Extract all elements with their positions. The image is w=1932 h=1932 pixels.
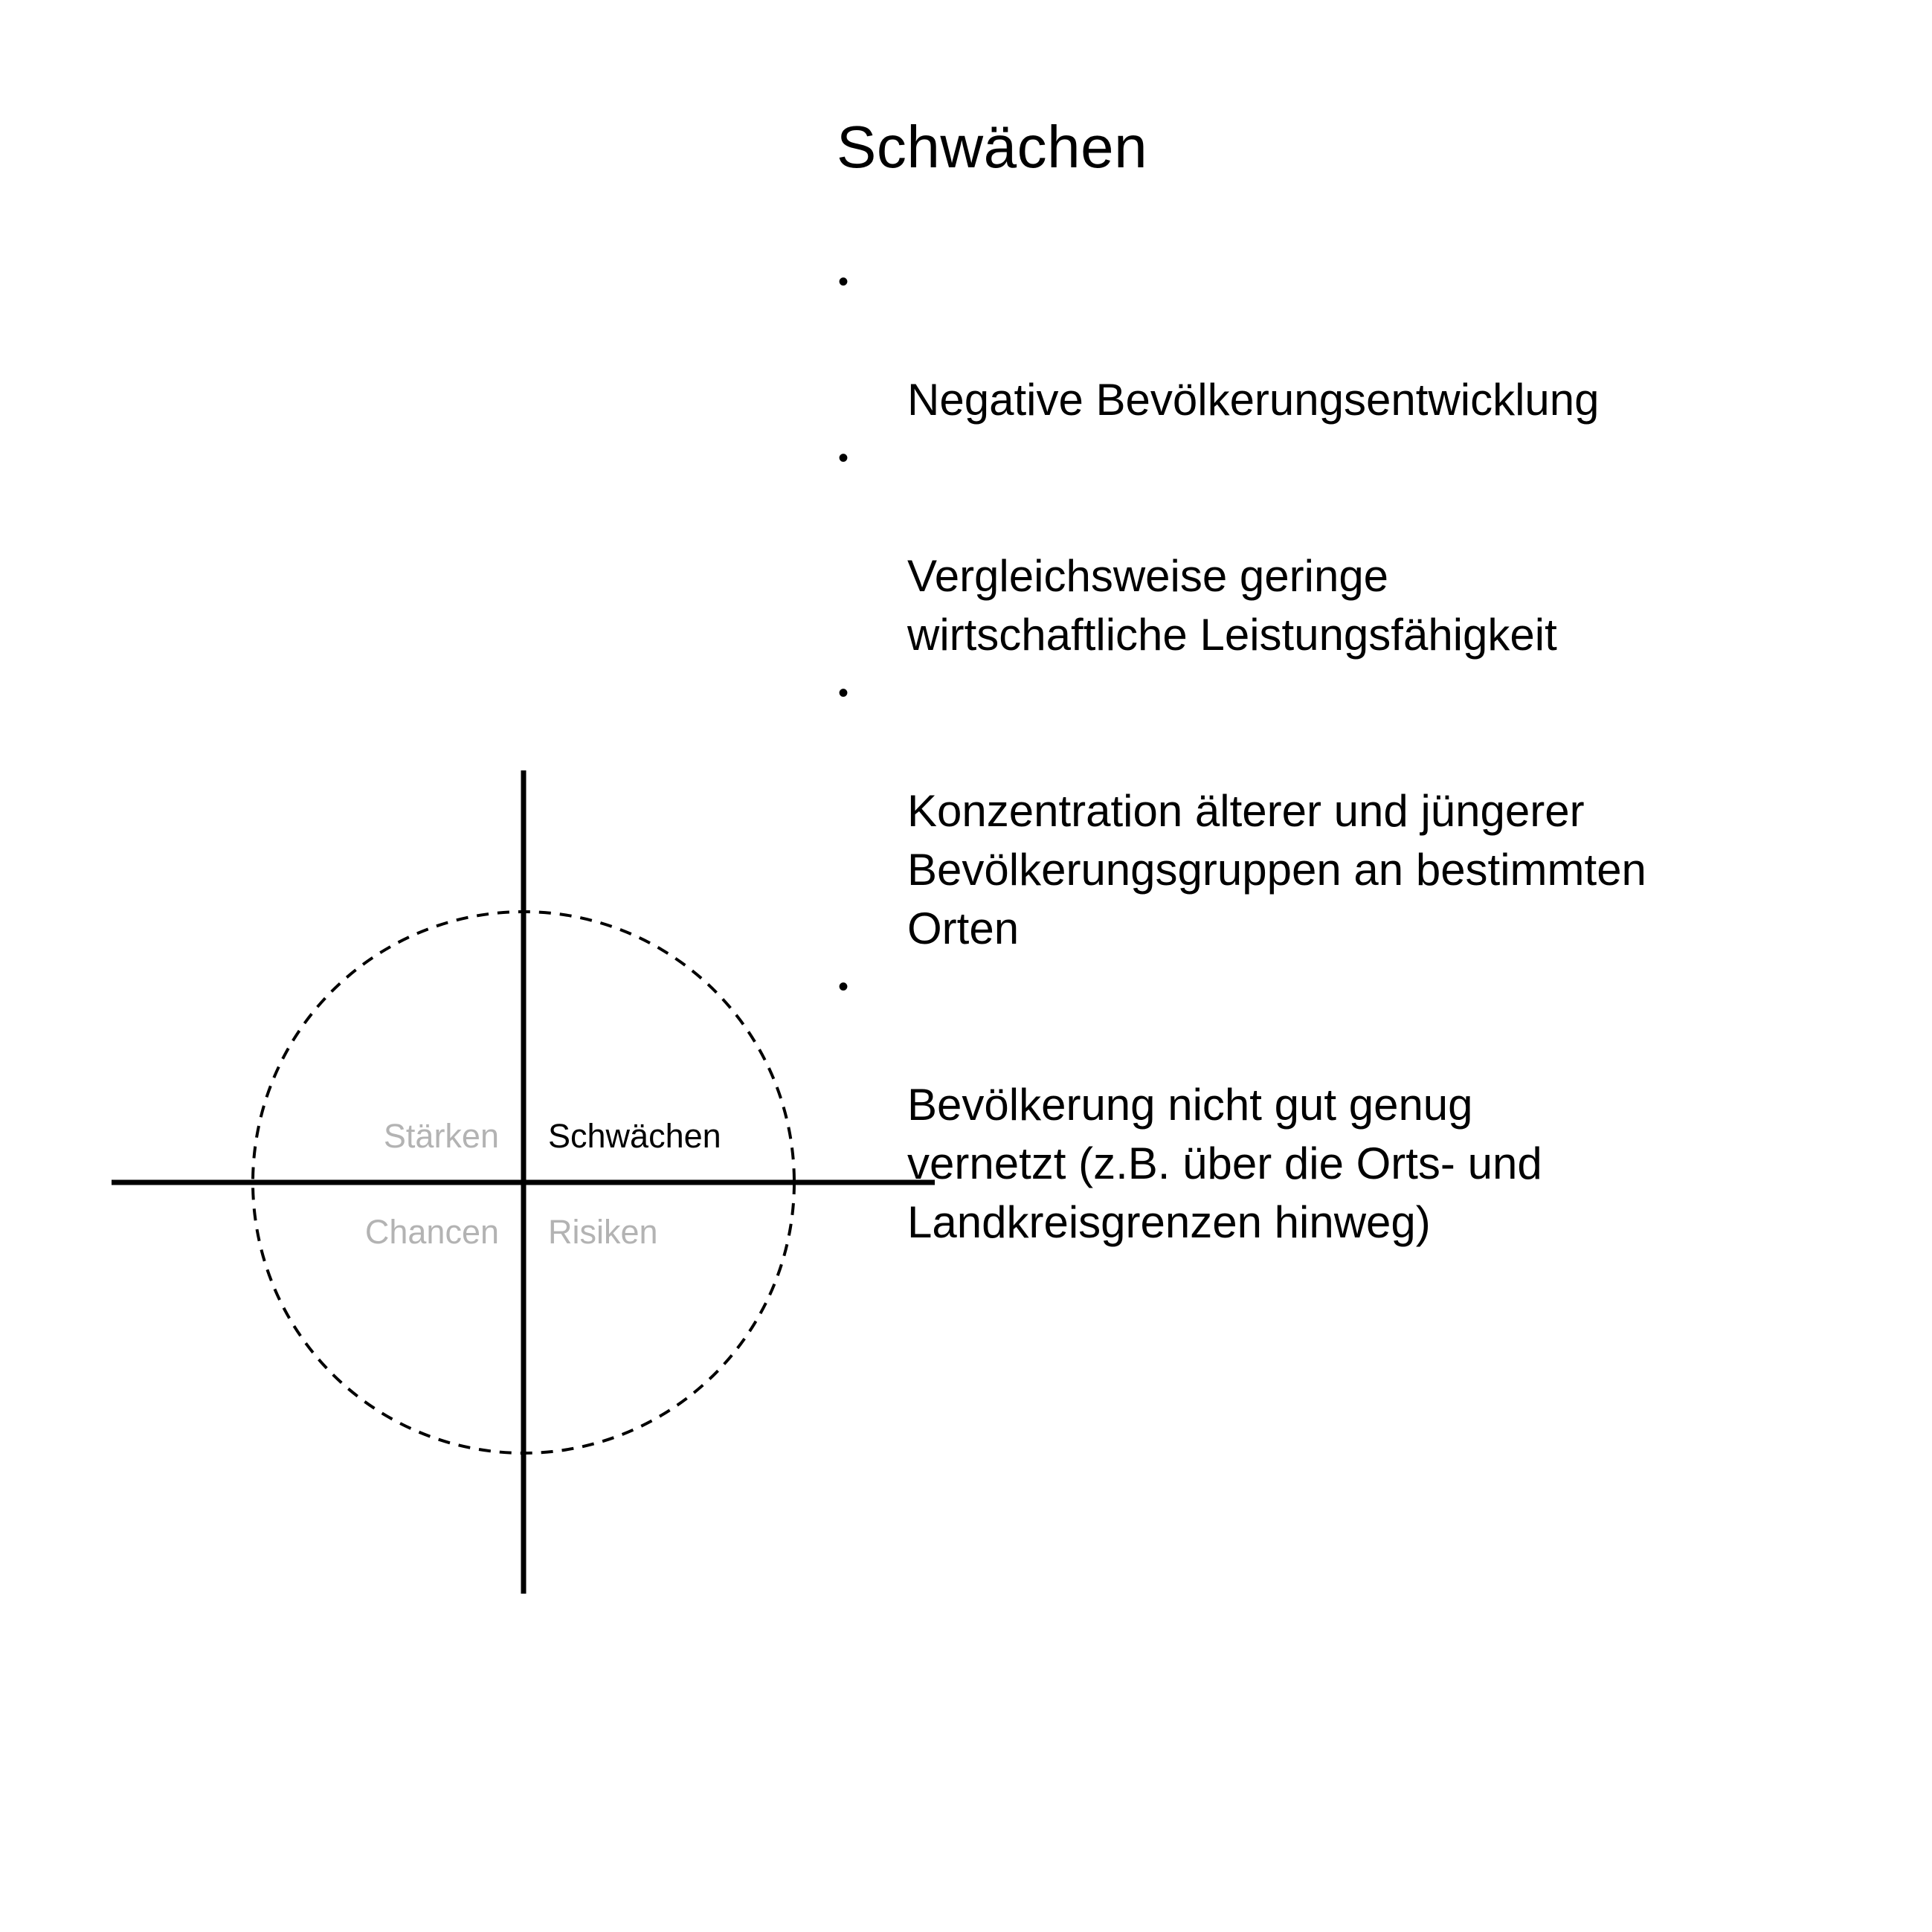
bullet-icon: • xyxy=(838,442,849,474)
list-item xyxy=(837,958,1729,1252)
swot-label-chancen: Chancen xyxy=(364,1213,499,1251)
swot-dashed-circle xyxy=(253,912,794,1453)
list-item-text: Vergleichsweise geringe wirtschaftliche Leistungsfähigkeit xyxy=(907,551,1557,660)
list-item xyxy=(837,664,1729,958)
list-item xyxy=(837,253,1729,429)
list-item-text: Bevölkerung nicht gut genug vernetzt (z.B. über die Orts- und Landkreisgrenzen hinweg) xyxy=(907,1080,1542,1247)
list-item-text: Negative Bevölkerungsentwicklung xyxy=(907,375,1600,425)
swot-label-schwaechen: Schwächen xyxy=(548,1117,721,1155)
list-item xyxy=(837,429,1729,664)
bullet-icon: • xyxy=(838,677,849,709)
swot-label-staerken: Stärken xyxy=(383,1117,499,1155)
page-title: Schwächen xyxy=(837,114,1148,180)
bullet-icon: • xyxy=(838,970,849,1003)
swot-label-risiken: Risiken xyxy=(548,1213,658,1251)
bullet-icon: • xyxy=(838,265,849,298)
list-item-text: Konzentration älterer und jüngerer Bevölkerungsgruppen an bestimmten Orten xyxy=(907,786,1646,953)
weakness-list xyxy=(837,253,1729,1252)
